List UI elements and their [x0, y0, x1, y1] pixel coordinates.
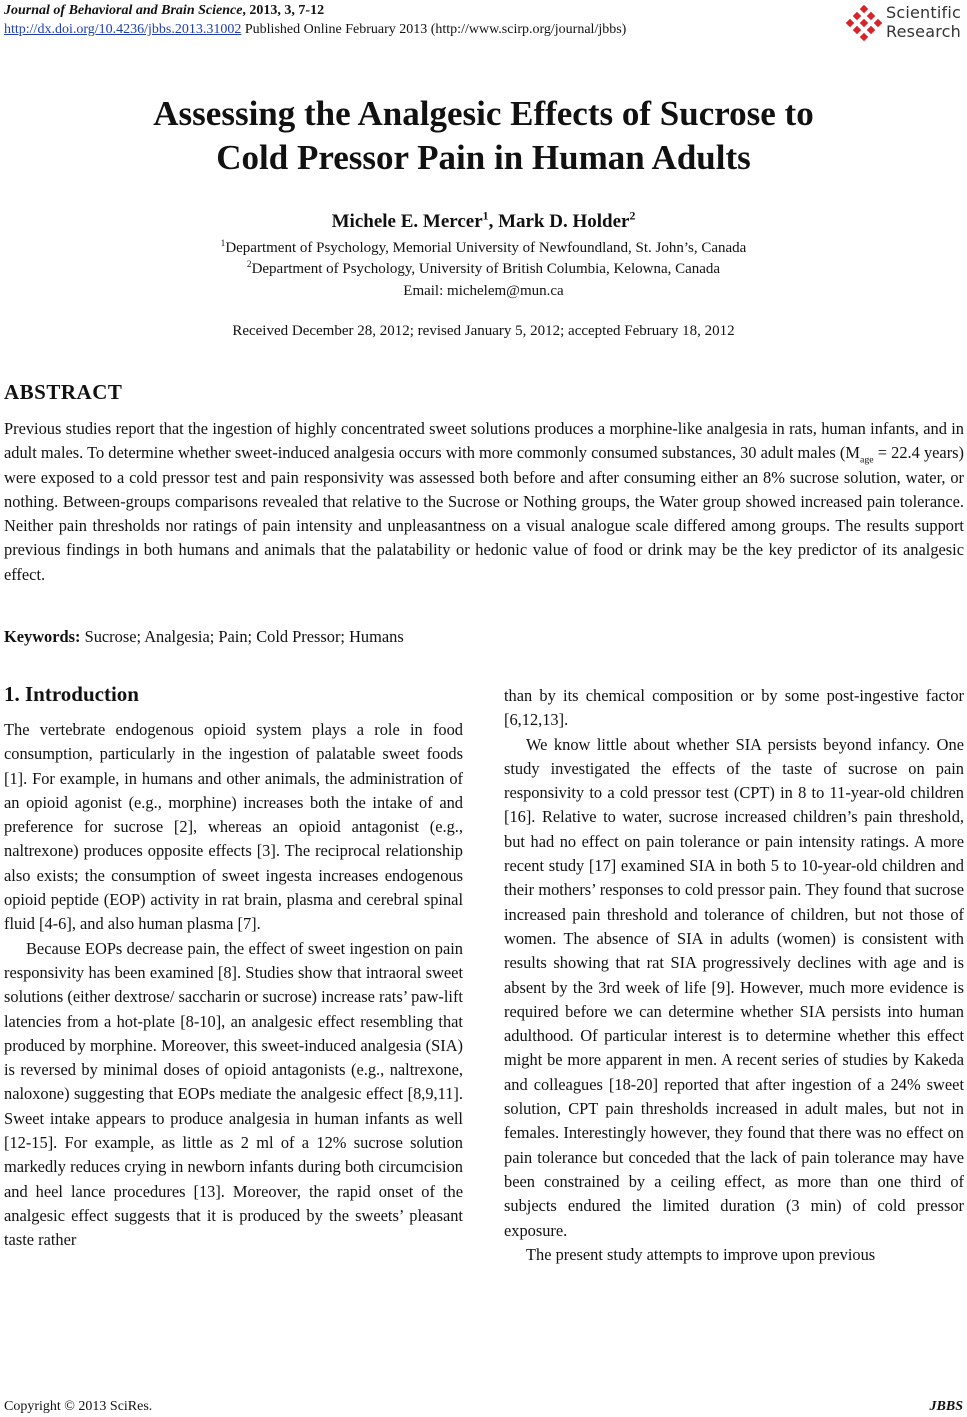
abstract-heading: ABSTRACT: [4, 380, 123, 404]
section-heading-introduction: 1. Introduction: [4, 682, 139, 706]
right-column: [504, 684, 964, 1267]
abstract-text-part2: = 22.4 years) were exposed to a cold pressor test and pain responsivity was assessed both before and after consuming either an 8% sucrose solution, water, or nothing. Between-groups comparisons revealed that relative to the Sucrose or Nothing groups, the Water group showed increased pain tolerance. Neither pain thresholds nor ratings of pain intensity and unpleasantness on a visual analogue scale differed among groups. The results support previous findings in both humans and animals that the palatability or hedonic value of food or drink may be the key predictor of its analgesic effect.: [4, 443, 964, 584]
author-2-affil-mark: 2: [629, 209, 636, 223]
journal-meta: , 2013, 3, 7-12: [242, 3, 325, 18]
affiliation-1-text: Department of Psychology, Memorial University of Newfoundland, St. John’s, Canada: [225, 240, 747, 256]
keywords: [4, 626, 404, 648]
keywords-value: Sucrose; Analgesia; Pain; Cold Pressor; Humans: [80, 627, 404, 646]
author-1-affil-mark: 1: [482, 209, 489, 223]
title-line-1: Assessing the Analgesic Effects of Sucrose to: [153, 94, 814, 133]
affiliation-1: [0, 238, 967, 258]
intro-paragraph-3: We know little about whether SIA persists beyond infancy. One study investigated the effects of the taste of sucrose on pain responsivity to a cold pressor test (CPT) in 8 to 11-year-old children [16]. Relative to water, sucrose increased children’s pain threshold, but had no effect on pain tolerance or pain intensity ratings. A more recent study [17] examined SIA in both 5 to 10-year-old children and their mothers’ responses to cold pressor pain. They found that sucrose increased pain threshold and tolerance of children, but not those of women. The absence of SIA in adults (women) is consistent with results showing that rat SIA progressively declines with age and is absent by the 3rd week of life [9]. However, much more evidence is required before we can determine whether SIA persists into human adulthood. Of particular interest is to determine whether this effect might be more apparent in men. A recent series of studies by Kakeda and colleagues [18-20] reported that after ingestion of a 24% sweet solution, CPT pain thresholds increased in adult males, but not in females. Interestingly however, they found that there was no effect on pain tolerance but conceded that the lack of pain tolerance may have been constrained by a ceiling effect, as more than one third of subjects endured the limited duration (3 min) of cold pressor exposure.: [504, 734, 964, 1240]
publisher-logo: [846, 2, 966, 44]
affiliation-2: [0, 259, 967, 279]
intro-paragraph-2-continued: than by its chemical composition or by some post-ingestive factor [6,12,13].: [504, 686, 964, 730]
author-1: Michele E. Mercer: [331, 211, 483, 232]
author-email: Email: michelem@mun.ca: [403, 283, 564, 299]
left-column: [4, 718, 463, 1253]
abstract-text-part1: Previous studies report that the ingestion of highly concentrated sweet solutions produces a morphine-like analgesia in rats, human infants, and in adult males. To determine whether sweet-induced analgesia occurs with more commonly consumed substances, 30 adult males (M: [4, 419, 964, 463]
footer-journal-abbr: JBBS: [929, 1399, 963, 1414]
footer-copyright: Copyright © 2013 SciRes.: [4, 1399, 153, 1414]
affiliation-2-mark: 2: [246, 260, 252, 270]
keywords-label: Keywords:: [4, 627, 81, 646]
abstract-text: [4, 417, 964, 587]
journal-citation: [4, 2, 324, 20]
title-line-2: Cold Pressor Pain in Human Adults: [216, 138, 751, 177]
affiliation-2-text: Department of Psychology, University of British Columbia, Kelowna, Canada: [251, 261, 721, 277]
author-list: [0, 210, 967, 234]
publication-line: [4, 21, 626, 39]
author-separator: ,: [488, 211, 499, 232]
scientific-research-logo-icon: [846, 5, 882, 41]
logo-text-line1: Scientific: [886, 3, 961, 22]
intro-paragraph-2: Because EOPs decrease pain, the effect of sweet ingestion on pain responsivity has been examined [8]. Studies show that intraoral sweet solutions (either dextrose/ saccharin or sucrose) increase rats’ paw-lift latencies from a hot-plate [8-10], an analgesic effect resembling that produced by morphine. Moreover, this sweet-induced analgesia (SIA) is reversed by minimal doses of opioid antagonists (e.g., naltrexone, naloxone) suggesting that EOPs mediate the analgesic effect [8,9,11]. Sweet intake appears to produce analgesia in human infants as well [12-15]. For example, as little as 2 ml of a 12% sucrose solution markedly reduces crying in newborn infants during both circumcision and heel lance procedures [13]. Moreover, the rapid onset of the analgesic effect suggests that it is produced by the sweets’ pleasant taste rather: [4, 938, 463, 1250]
affiliation-1-mark: 1: [220, 239, 226, 249]
abstract-subscript: age: [859, 454, 874, 466]
paper-title: [0, 92, 967, 180]
doi-link[interactable]: http://dx.doi.org/10.4236/jbbs.2013.31002: [4, 22, 242, 37]
intro-paragraph-4: The present study attempts to improve upon previous: [526, 1244, 876, 1264]
intro-paragraph-1: The vertebrate endogenous opioid system plays a role in food consumption, particularly in the ingestion of palatable sweet foods [1]. For example, in humans and other animals, the administration of an opioid agonist (e.g., morphine) increases both the intake of and preference for sucrose [2], whereas an opioid antagonist (e.g., naltrexone) produces opposite effects [3]. The reciprocal relationship also exists; the consumption of sweet ingesta increases endogenous opioid peptide (EOP) activity in rat brain, plasma and cerebral spinal fluid [4-6], and also human plasma [7].: [4, 720, 463, 934]
published-online: Published Online February 2013 (http://www.scirp.org/journal/jbbs): [241, 22, 627, 37]
received-dates: Received December 28, 2012; revised January 5, 2012; accepted February 18, 2012: [232, 323, 735, 339]
journal-name: Journal of Behavioral and Brain Science: [4, 3, 243, 18]
logo-text-line2: Research: [886, 22, 961, 41]
author-2: Mark D. Holder: [498, 211, 630, 232]
